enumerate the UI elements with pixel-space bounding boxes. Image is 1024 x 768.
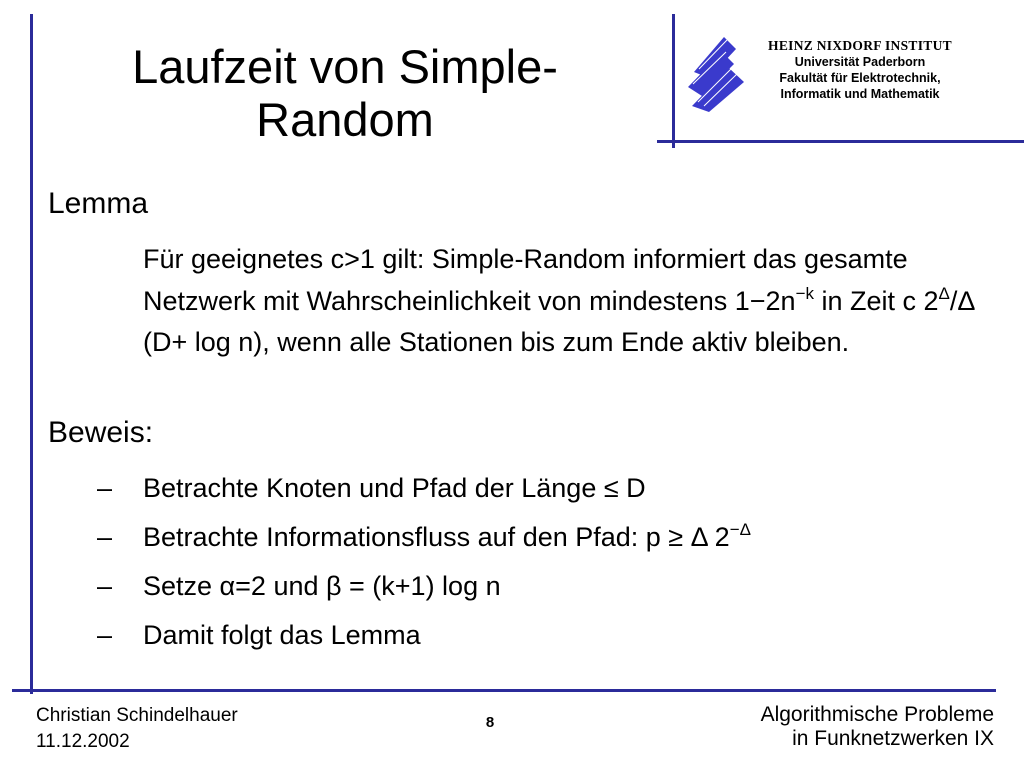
bullet-dash: – bbox=[97, 571, 113, 601]
proof-bullet-list bbox=[97, 470, 977, 666]
footer-date: 11.12.2002 bbox=[36, 731, 130, 752]
footer-author-date bbox=[36, 703, 238, 755]
list-item bbox=[97, 470, 977, 519]
bullet-text: Damit folgt das Lemma bbox=[143, 620, 421, 650]
bullet-dash: – bbox=[97, 620, 113, 650]
footer-rule bbox=[12, 689, 996, 692]
footer-course-line-2: in Funknetzwerken IX bbox=[792, 727, 994, 750]
bullet-text: Betrachte Informationsfluss auf den Pfad: p ≥ Δ $2^{-\Delta}$ bbox=[143, 520, 751, 552]
lemma-text: Für geeignetes c>1 gilt: Simple-Random informiert das gesamte Netzwerk mit Wahrscheinlichkeit von mindestens $1-2n^{-k}$ in Zeit c $2^\Delta/\Delta$ (D+ log n), wenn alle Stationen bis zum Ende aktiv bleiben. bbox=[143, 244, 974, 357]
footer-course bbox=[761, 703, 994, 751]
proof-heading: Beweis: bbox=[48, 416, 154, 449]
header-divider-horizontal bbox=[657, 140, 1024, 143]
page-number: 8 bbox=[485, 714, 495, 731]
institute-line-1: Universität Paderborn bbox=[794, 55, 926, 69]
footer-course-line-1: Algorithmische Probleme bbox=[760, 703, 994, 726]
institute-line-3: Informatik und Mathematik bbox=[780, 87, 940, 101]
institute-name: HEINZ NIXDORF INSTITUT bbox=[768, 38, 952, 53]
institute-block bbox=[752, 38, 968, 102]
bullet-dash: – bbox=[97, 473, 113, 503]
bullet-dash: – bbox=[97, 522, 113, 552]
university-logo-icon bbox=[684, 32, 750, 112]
institute-line-2: Fakultät für Elektrotechnik, bbox=[779, 71, 941, 85]
lemma-heading: Lemma bbox=[48, 187, 149, 220]
list-item bbox=[97, 568, 977, 617]
left-vertical-rule bbox=[30, 14, 33, 694]
university-logo bbox=[684, 32, 750, 112]
list-item bbox=[97, 617, 977, 666]
footer-author: Christian Schindelhauer bbox=[36, 705, 238, 726]
bullet-text: Betrachte Knoten und Pfad der Länge ≤ D bbox=[143, 473, 646, 503]
slide-title: Laufzeit von Simple- Random bbox=[132, 40, 558, 146]
bullet-text: Setze α=2 und β = (k+1) log n bbox=[143, 571, 501, 601]
list-item bbox=[97, 519, 977, 568]
header-divider-vertical bbox=[672, 14, 675, 148]
